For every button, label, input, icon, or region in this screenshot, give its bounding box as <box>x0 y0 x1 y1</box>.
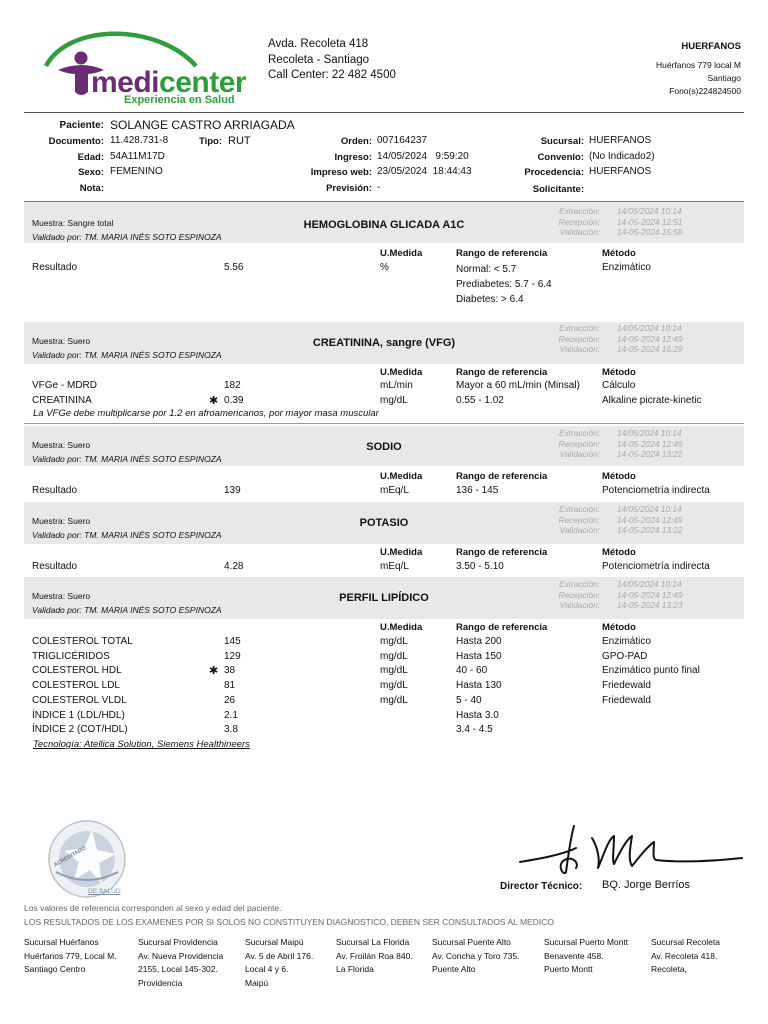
rango-header: Rango de referencia <box>456 622 548 633</box>
branch-line: Recoleta, <box>651 964 687 975</box>
section-divider <box>24 423 744 424</box>
umedida-header: U.Medida <box>380 622 423 633</box>
procedencia-label: Procedencia: <box>524 167 584 178</box>
sucursal-value: HUERFANOS <box>589 135 652 146</box>
seal-text: ACREDITADO <box>52 845 88 869</box>
extraccion-time: 14/05/2024 10:14 <box>617 504 682 514</box>
muestra-label: Muestra: Suero <box>32 591 91 601</box>
branch-line: Providencia <box>138 977 183 988</box>
technology-note: Tecnología: Atellica Solution, Siemens Healthineers <box>33 739 250 750</box>
disclaimer-note: LOS RESULTADOS DE LOS EXAMENES POR SI SOLOS NO CONSTITUYEN DIAGNOSTICO, DEBEN SER CONSULTADOS AL MEDICO <box>24 917 554 927</box>
umedida-header: U.Medida <box>380 547 423 558</box>
section-header-lipidico <box>24 577 744 619</box>
documento-value: 11.428.731-8 <box>110 135 169 146</box>
result-method: Enzimático punto final <box>602 665 700 677</box>
result-range: Hasta 200 <box>456 636 502 647</box>
result-range: 0.55 - 1.02 <box>456 395 504 406</box>
validacion-label: Validación: <box>559 227 600 237</box>
branch-column <box>245 936 313 990</box>
result-value: 5.56 <box>224 262 244 273</box>
validacion-label: Validación: <box>559 600 600 610</box>
section-header-hba1c <box>24 201 744 243</box>
recepcion-label: Recepción: <box>558 589 600 600</box>
umedida-header: U.Medida <box>380 471 423 482</box>
result-value: 3.8 <box>224 724 238 736</box>
call-center: Call Center: 22 482 4500 <box>268 69 396 81</box>
convenio-value: (No Indicado2) <box>589 151 655 162</box>
branch-line: Puerto Montt <box>544 964 593 975</box>
branch-line: Huérfanos 779, Local M. <box>24 950 117 961</box>
edad-label: Edad: <box>77 152 104 163</box>
validacion-label: Validación: <box>559 449 600 459</box>
result-method: GPO-PAD <box>602 650 648 662</box>
extraccion-label: Extracción: <box>558 504 600 514</box>
recepcion-time: 14-05-2024 12:49 <box>617 333 683 344</box>
branch-title: Sucursal Maipú <box>245 937 304 947</box>
recepcion-label: Recepción: <box>558 514 600 525</box>
branch-column <box>138 936 223 990</box>
brand-slogan: Experiencia en Salud <box>124 94 235 106</box>
result-value: 182 <box>224 380 241 391</box>
director-label: Director Técnico: <box>500 881 583 892</box>
result-range: Hasta 3.0 <box>456 709 499 721</box>
medicenter-logo <box>38 28 253 110</box>
result-unit: mg/dL <box>380 395 408 406</box>
prevision-value: - <box>377 182 381 193</box>
brand-suffix: center <box>159 66 247 99</box>
validado-label: Validado por: TM. MARIA INÉS SOTO ESPINOZA <box>32 530 222 540</box>
umedida-header: U.Medida <box>380 248 423 259</box>
result-method: Enzimático <box>602 262 651 273</box>
branch-column <box>24 936 117 977</box>
recepcion-label: Recepción: <box>558 333 600 344</box>
validado-label: Validado por: TM. MARIA INÉS SOTO ESPINOZA <box>32 605 222 615</box>
branch-line: Local 4 y 6. <box>245 964 289 975</box>
result-unit: mEq/L <box>380 561 409 572</box>
branch-line: Av. 5 de Abril 176. <box>245 950 314 961</box>
branch-title: Sucursal Recoleta <box>651 937 720 947</box>
recepcion-label: Recepción: <box>558 216 600 227</box>
result-value: 139 <box>224 485 241 496</box>
branch-column <box>432 936 519 977</box>
result-name: COLESTEROL VLDL <box>32 694 127 706</box>
metodo-header: Método <box>602 622 636 633</box>
result-range: Hasta 150 <box>456 650 502 662</box>
result-range: 3.4 - 4.5 <box>456 724 493 736</box>
address-line: Recoleta - Santiago <box>268 53 370 66</box>
tipo-value: RUT <box>228 135 251 147</box>
metodo-header: Método <box>602 367 636 378</box>
extraccion-time: 14/05/2024 10:14 <box>617 579 682 589</box>
result-method: Potenciometría indirecta <box>602 485 710 496</box>
extraccion-time: 14/05/2024 10:14 <box>617 206 682 216</box>
result-value: 0.39 <box>224 395 244 406</box>
branch-line: Santiago Centro <box>24 964 86 975</box>
reference-note: Los valores de referencia corresponden al sexo y edad del paciente. <box>24 903 282 913</box>
documento-label: Documento: <box>48 136 104 147</box>
validado-label: Validado por: TM. MARIA INÉS SOTO ESPINOZA <box>32 232 222 242</box>
result-name: Resultado <box>32 561 78 572</box>
result-unit: mg/dL <box>380 636 408 647</box>
impreso-value: 23/05/2024 18:44:43 <box>377 166 472 177</box>
result-unit: mg/dL <box>380 680 408 692</box>
solicitante-label: Solicitante: <box>532 184 584 195</box>
result-value: 129 <box>224 650 241 662</box>
validacion-time: 14-05-2024 15:58 <box>617 227 683 237</box>
range-diabetes: Diabetes: > 6.4 <box>456 294 524 305</box>
branch-line: 2155, Local 145-302. <box>138 964 218 975</box>
orden-label: Orden: <box>340 136 372 147</box>
impreso-label: Impreso web: <box>310 167 372 178</box>
range-normal: Normal: < 5.7 <box>456 264 517 275</box>
recepcion-time: 14-05-2024 12:51 <box>617 216 683 227</box>
result-value: 4.28 <box>224 561 244 572</box>
result-name: ÍNDICE 2 (COT/HDL) <box>32 724 128 736</box>
result-name: Resultado <box>32 262 78 273</box>
branch-title: Sucursal Huérfanos <box>24 937 99 947</box>
convenio-label: Convenio: <box>537 152 584 163</box>
result-name: COLESTEROL TOTAL <box>32 636 133 647</box>
result-range: 136 - 145 <box>456 485 499 496</box>
branch-line: La Florida <box>336 964 374 975</box>
seal-subtitle: DE SALUD <box>88 888 121 895</box>
sexo-value: FEMENINO <box>110 166 163 177</box>
branch-title: Sucursal Puerto Montt <box>544 937 629 947</box>
section-header-sodio <box>24 426 744 466</box>
result-name: VFGe - MDRD <box>32 380 97 391</box>
section-title: POTASIO <box>359 517 409 529</box>
signature <box>514 818 746 880</box>
extraccion-time: 14/05/2024 10:14 <box>617 428 682 438</box>
result-unit: mg/dL <box>380 694 408 706</box>
patient-name: SOLANGE CASTRO ARRIAGADA <box>110 118 295 132</box>
metodo-header: Método <box>602 547 636 558</box>
validacion-time: 14-05-2024 13:22 <box>617 525 683 535</box>
result-range: Mayor a 60 mL/min (Minsal) <box>456 380 580 391</box>
muestra-label: Muestra: Sangre total <box>32 218 114 228</box>
branch-name: HUERFANOS <box>681 41 741 52</box>
result-range: 40 - 60 <box>456 665 488 677</box>
branch-address: Huérfanos 779 local M <box>655 60 741 70</box>
sucursal-label: Sucursal: <box>540 136 584 147</box>
metodo-header: Método <box>602 471 636 482</box>
result-range: Hasta 130 <box>456 680 502 692</box>
nota-label: Nota: <box>79 183 104 194</box>
result-method: Enzimático <box>602 636 651 647</box>
section-title: HEMOGLOBINA GLICADA A1C <box>303 219 465 231</box>
result-value: 38 <box>224 665 236 677</box>
validacion-time: 14-05-2024 13:22 <box>617 449 683 459</box>
result-value: 2.1 <box>224 709 238 721</box>
section-title: PERFIL LIPÍDICO <box>339 592 429 604</box>
rango-header: Rango de referencia <box>456 471 548 482</box>
branch-phone: Fono(s)224824500 <box>669 86 741 96</box>
branch-line: Av. Concha y Toro 735. <box>432 950 520 961</box>
branch-line: Av. Recoleta 418. <box>651 950 718 961</box>
rango-header: Rango de referencia <box>456 367 548 378</box>
branch-title: Sucursal Providencia <box>138 937 218 947</box>
prevision-label: Previsión: <box>326 183 372 194</box>
branch-column <box>651 936 720 977</box>
branch-title: Sucursal La Florida <box>336 937 410 947</box>
branch-line: Benavente 458. <box>544 950 604 961</box>
result-method: Alkaline picrate-kinetic <box>602 395 702 406</box>
branch-city: Santiago <box>707 73 741 83</box>
rango-header: Rango de referencia <box>456 248 548 259</box>
result-unit: mg/dL <box>380 650 408 662</box>
procedencia-value: HUERFANOS <box>589 166 652 177</box>
director-name: BQ. Jorge Berríos <box>602 879 691 891</box>
branch-column <box>336 936 413 977</box>
range-prediabetes: Prediabetes: 5.7 - 6.4 <box>456 279 552 290</box>
validado-label: Validado por: TM. MARIA INÉS SOTO ESPINOZA <box>32 454 222 464</box>
result-name: ÍNDICE 1 (LDL/HDL) <box>32 709 125 721</box>
metodo-header: Método <box>602 248 636 259</box>
result-name: COLESTEROL HDL <box>32 665 122 677</box>
branch-column <box>544 936 628 977</box>
result-range: 5 - 40 <box>456 694 482 706</box>
extraccion-time: 14/05/2024 10:14 <box>617 323 682 333</box>
validacion-time: 14-05-2024 13:23 <box>617 600 683 610</box>
result-range <box>456 262 552 307</box>
result-method: Cálculo <box>602 380 636 391</box>
branch-line: Av. Nueva Providencia <box>138 950 224 961</box>
branch-info <box>656 40 741 98</box>
rango-header: Rango de referencia <box>456 547 548 558</box>
recepcion-label: Recepción: <box>558 438 600 449</box>
result-value: 81 <box>224 680 236 692</box>
orden-value: 007164237 <box>377 135 428 146</box>
sexo-label: Sexo: <box>78 167 104 178</box>
result-unit: mEq/L <box>380 485 409 496</box>
section-title: SODIO <box>366 441 402 453</box>
section-header-creatinina <box>24 322 744 364</box>
extraccion-label: Extracción: <box>558 206 600 216</box>
result-name: TRIGLICÉRIDOS <box>32 650 110 662</box>
brand-prefix: medi <box>91 66 160 99</box>
result-value: 26 <box>224 694 236 706</box>
ingreso-value: 14/05/2024 9:59:20 <box>377 151 469 162</box>
header-divider <box>24 112 744 113</box>
muestra-label: Muestra: Suero <box>32 336 91 346</box>
result-range: 3.50 - 5.10 <box>456 561 504 572</box>
lab-address <box>268 37 396 84</box>
umedida-header: U.Medida <box>380 367 423 378</box>
result-name: CREATININA <box>32 395 92 406</box>
recepcion-time: 14-05-2024 12:49 <box>617 438 683 449</box>
result-unit: mL/min <box>380 380 413 391</box>
muestra-label: Muestra: Suero <box>32 440 91 450</box>
result-value: 145 <box>224 636 241 647</box>
result-unit: % <box>380 262 389 273</box>
recepcion-time: 14-05-2024 12:49 <box>617 514 683 525</box>
extraccion-label: Extracción: <box>558 323 600 333</box>
branch-line: Maipú <box>245 977 269 988</box>
muestra-label: Muestra: Suero <box>32 516 91 526</box>
branch-line: Av. Froilán Roa 840. <box>336 950 413 961</box>
section-header-potasio <box>24 502 744 544</box>
result-method: Friedewald <box>602 680 651 692</box>
out-of-range-flag: ✱ <box>209 665 219 678</box>
validacion-time: 14-05-2024 16:29 <box>617 344 683 354</box>
branch-title: Sucursal Puente Alto <box>432 937 511 947</box>
section-title: CREATININA, sangre (VFG) <box>312 337 456 349</box>
address-line: Avda. Recoleta 418 <box>268 38 369 50</box>
result-unit: mg/dL <box>380 665 408 677</box>
section-note: La VFGe debe multiplicarse por 1.2 en afroamericanos, por mayor masa muscular <box>33 408 379 419</box>
extraccion-label: Extracción: <box>558 428 600 438</box>
validado-label: Validado por: TM. MARIA INÉS SOTO ESPINOZA <box>32 350 222 360</box>
ingreso-label: Ingreso: <box>334 152 372 163</box>
patient-name-label: Paciente: <box>59 120 104 131</box>
result-name: Resultado <box>32 485 78 496</box>
tipo-label: Tipo: <box>198 136 222 147</box>
recepcion-time: 14-05-2024 12:49 <box>617 589 683 600</box>
signature-graphic <box>514 818 746 880</box>
result-name: COLESTEROL LDL <box>32 680 120 692</box>
out-of-range-flag: ✱ <box>209 395 219 407</box>
edad-value: 54A11M17D <box>110 151 165 162</box>
branch-line: Puente Alto <box>432 964 476 975</box>
result-method: Potenciometría indirecta <box>602 561 710 572</box>
validacion-label: Validación: <box>559 344 600 354</box>
result-method: Friedewald <box>602 694 651 706</box>
extraccion-label: Extracción: <box>558 579 600 589</box>
validacion-label: Validación: <box>559 525 600 535</box>
